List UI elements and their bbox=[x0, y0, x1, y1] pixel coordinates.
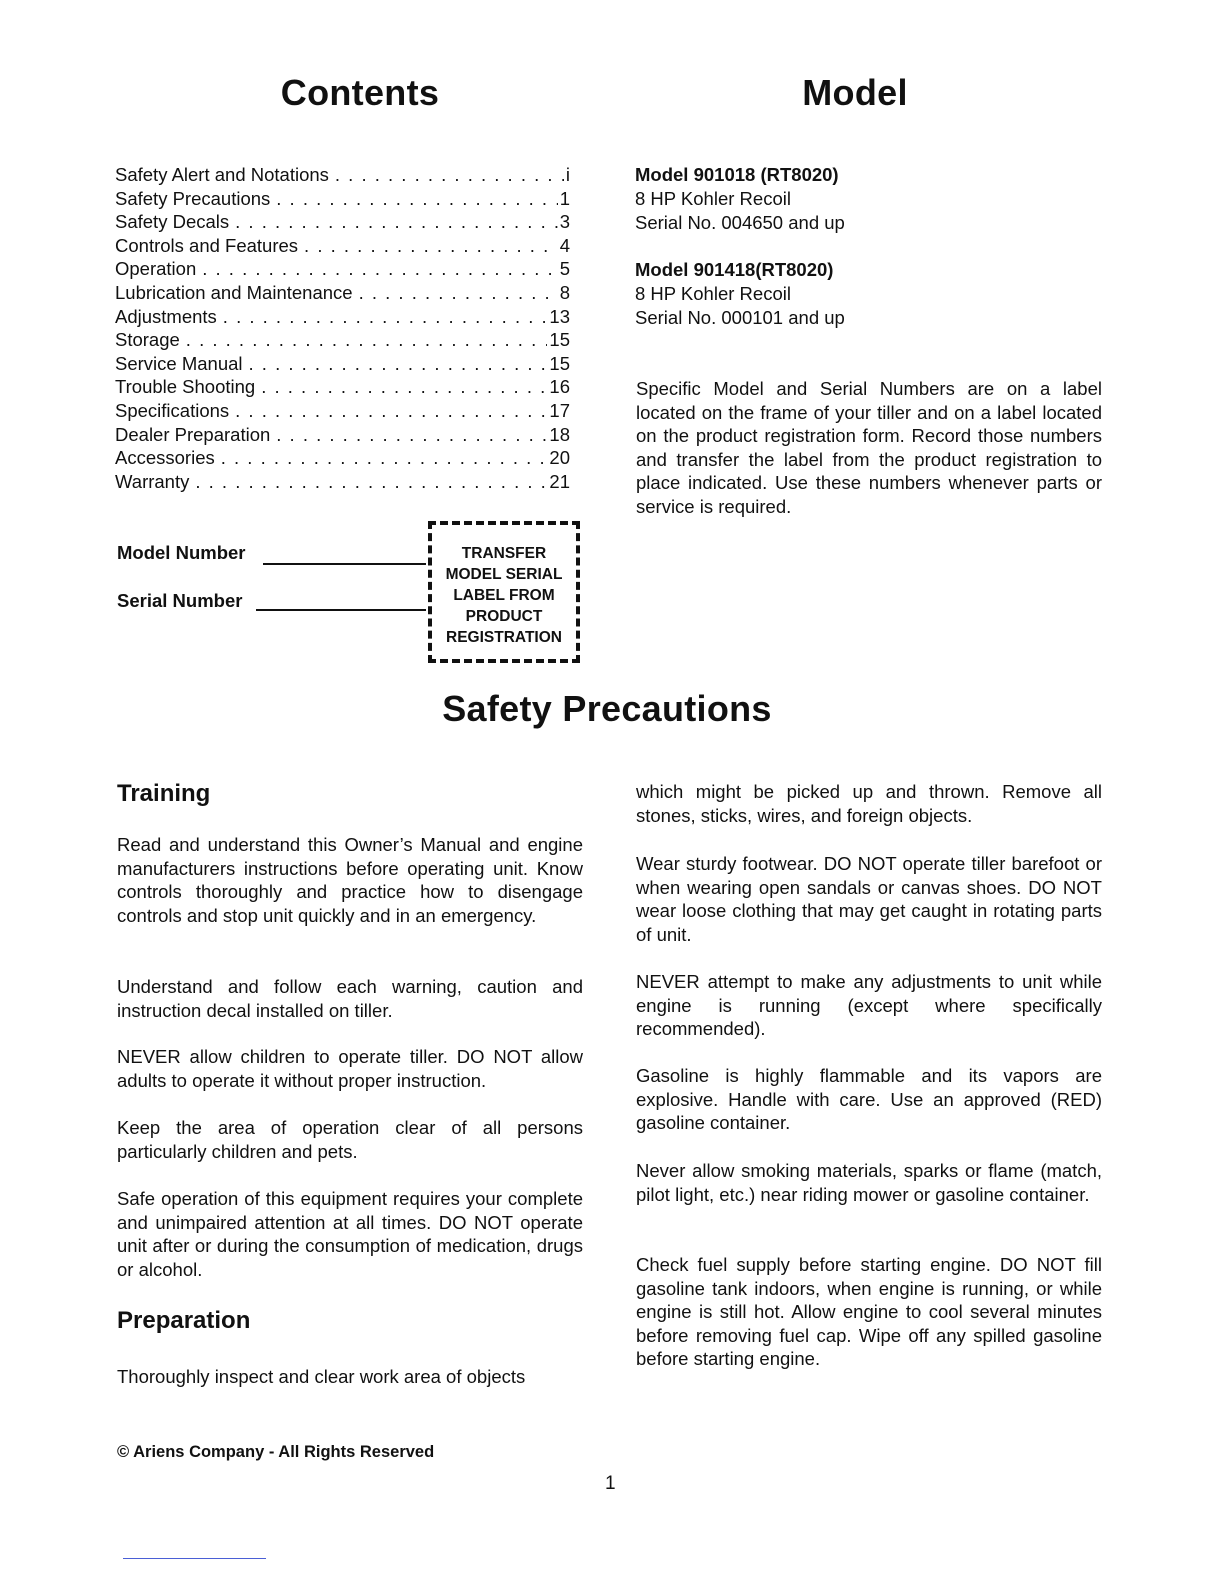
toc-leader-dots bbox=[335, 163, 564, 187]
serial-number-label: Serial Number bbox=[117, 590, 243, 611]
model-name: Model 901418(RT8020) bbox=[635, 259, 834, 280]
toc-entry-title: Accessories bbox=[115, 447, 215, 469]
toc-leader-dots bbox=[221, 446, 548, 470]
toc-leader-dots bbox=[235, 399, 547, 423]
toc-leader-dots bbox=[235, 210, 558, 234]
toc-entry bbox=[115, 187, 570, 211]
transfer-label-line: LABEL FROM bbox=[453, 587, 555, 604]
safety-paragraph: which might be picked up and thrown. Remove all stones, sticks, wires, and foreign objects. bbox=[636, 781, 1102, 826]
preparation-paragraph: Thoroughly inspect and clear work area of objects bbox=[117, 1366, 526, 1387]
model-number-line bbox=[263, 563, 426, 565]
toc-leader-dots bbox=[195, 470, 547, 494]
toc-entry-page: 1 bbox=[559, 187, 570, 209]
toc-leader-dots bbox=[249, 352, 548, 376]
safety-paragraph: Check fuel supply before starting engine. DO NOT fill gasoline tank indoors, when engine is running, or while engine is still hot. Allow engine to cool several minutes before removing fuel cap. Wipe off any spilled gasoline before starting engine. bbox=[636, 1254, 1102, 1369]
toc-entry bbox=[115, 210, 570, 234]
toc-leader-dots bbox=[276, 423, 547, 447]
toc-entry bbox=[115, 423, 570, 447]
transfer-label-line: TRANSFER bbox=[461, 545, 547, 562]
model-number-label: Model Number bbox=[117, 542, 246, 563]
training-paragraph: Read and understand this Owner’s Manual and engine manufacturers instructions before operating unit. Know controls thoroughly and practice how to disengage controls and stop unit quickly and in an emergency. bbox=[117, 834, 583, 926]
page-number: 1 bbox=[605, 1473, 616, 1494]
toc-entry bbox=[115, 446, 570, 470]
toc-entry-page: 8 bbox=[559, 282, 570, 303]
toc-entry-page: 16 bbox=[549, 376, 570, 398]
toc-entry-title: Adjustments bbox=[115, 305, 217, 327]
toc-leader-dots bbox=[186, 328, 548, 352]
training-heading: Training bbox=[117, 780, 211, 807]
toc-entry-title: Trouble Shooting bbox=[115, 376, 256, 398]
toc-leader-dots bbox=[202, 257, 557, 281]
training-paragraph: Safe operation of this equipment requires your complete and unimpaired attention at all times. DO NOT operate unit after or during the consumption of medication, drugs or alcohol. bbox=[117, 1188, 583, 1280]
toc-entry bbox=[115, 470, 570, 494]
copyright-footer: © Ariens Company - All Rights Reserved bbox=[117, 1443, 435, 1461]
preparation-heading: Preparation bbox=[117, 1307, 251, 1334]
toc-entry bbox=[115, 375, 570, 399]
toc-entry-title: Storage bbox=[115, 329, 180, 351]
transfer-label-text bbox=[432, 543, 576, 648]
toc-entry-title: Operation bbox=[115, 258, 197, 280]
transfer-label-line: MODEL SERIAL bbox=[445, 566, 563, 583]
toc-entry-page: 5 bbox=[559, 258, 570, 280]
toc-entry-title: Specifications bbox=[115, 400, 230, 421]
toc-entry-page: 17 bbox=[549, 400, 570, 421]
toc-entry bbox=[115, 328, 570, 352]
contents-heading: Contents bbox=[280, 72, 440, 113]
toc-leader-dots bbox=[359, 281, 558, 305]
model-serial: Serial No. 000101 and up bbox=[635, 307, 845, 328]
toc-entry-page: 3 bbox=[559, 211, 570, 233]
toc-entry bbox=[115, 163, 570, 187]
toc-entry-page: i bbox=[565, 164, 570, 185]
model-entry-2 bbox=[635, 258, 845, 330]
serial-number-line bbox=[256, 609, 426, 611]
safety-precautions-heading: Safety Precautions bbox=[442, 688, 772, 729]
safety-paragraph: NEVER attempt to make any adjustments to unit while engine is running (except where specifically recommended). bbox=[636, 971, 1102, 1039]
transfer-label-box bbox=[428, 521, 580, 663]
toc-entry bbox=[115, 257, 570, 281]
toc-entry bbox=[115, 234, 570, 258]
toc-entry-title: Safety Alert and Notations bbox=[115, 164, 329, 185]
toc-leader-dots bbox=[276, 187, 557, 211]
toc-leader-dots bbox=[261, 375, 547, 399]
toc-entry-title: Controls and Features bbox=[115, 234, 299, 256]
model-engine: 8 HP Kohler Recoil bbox=[635, 188, 791, 209]
toc-entry-title: Lubrication and Maintenance bbox=[115, 282, 353, 303]
toc-entry-page: 18 bbox=[549, 423, 570, 445]
toc-entry-page: 15 bbox=[549, 329, 570, 351]
toc-entry-page: 4 bbox=[559, 234, 570, 256]
toc-entry-title: Safety Decals bbox=[115, 211, 230, 233]
toc-entry bbox=[115, 399, 570, 423]
safety-paragraph: Wear sturdy footwear. DO NOT operate tiller barefoot or when wearing open sandals or canvas shoes. DO NOT wear loose clothing that may get caught in rotating parts of unit. bbox=[636, 853, 1102, 945]
model-heading: Model bbox=[802, 72, 908, 113]
toc-entry-page: 21 bbox=[549, 470, 570, 492]
toc-entry-title: Dealer Preparation bbox=[115, 423, 271, 445]
toc-entry bbox=[115, 352, 570, 376]
safety-paragraph: Never allow smoking materials, sparks or flame (match, pilot light, etc.) near riding mower or gasoline container. bbox=[636, 1160, 1102, 1205]
toc-entry-page: 15 bbox=[549, 352, 570, 374]
toc-entry-page: 13 bbox=[549, 305, 570, 327]
safety-paragraph: Gasoline is highly flammable and its vapors are explosive. Handle with care. Use an approved (RED) gasoline container. bbox=[636, 1065, 1102, 1133]
toc-entry bbox=[115, 281, 570, 305]
toc-leader-dots bbox=[223, 305, 548, 329]
model-name: Model 901018 (RT8020) bbox=[635, 164, 839, 185]
training-paragraph: NEVER allow children to operate tiller. DO NOT allow adults to operate it without proper instruction. bbox=[117, 1046, 583, 1091]
toc-leader-dots bbox=[304, 234, 558, 258]
transfer-label-line: PRODUCT bbox=[465, 608, 543, 625]
transfer-label-line: REGISTRATION bbox=[446, 629, 562, 646]
model-serial-note: Specific Model and Serial Numbers are on a label located on the frame of your tiller and on a label located on the product registration form. Record those numbers and transfer the label from the product registration to place indicated. Use these numbers whenever parts or service is required. bbox=[636, 378, 1102, 517]
toc-entry-page: 20 bbox=[549, 447, 570, 469]
toc-entry-title: Warranty bbox=[115, 470, 190, 492]
toc-entry-title: Safety Precautions bbox=[115, 187, 271, 209]
toc-entry bbox=[115, 305, 570, 329]
training-paragraph: Understand and follow each warning, caution and instruction decal installed on tiller. bbox=[117, 976, 583, 1021]
toc-entry-title: Service Manual bbox=[115, 352, 243, 374]
bottom-rule bbox=[123, 1558, 266, 1559]
model-entry-1 bbox=[635, 163, 845, 235]
model-engine: 8 HP Kohler Recoil bbox=[635, 283, 791, 304]
model-serial: Serial No. 004650 and up bbox=[635, 212, 845, 233]
training-paragraph: Keep the area of operation clear of all persons particularly children and pets. bbox=[117, 1117, 583, 1162]
